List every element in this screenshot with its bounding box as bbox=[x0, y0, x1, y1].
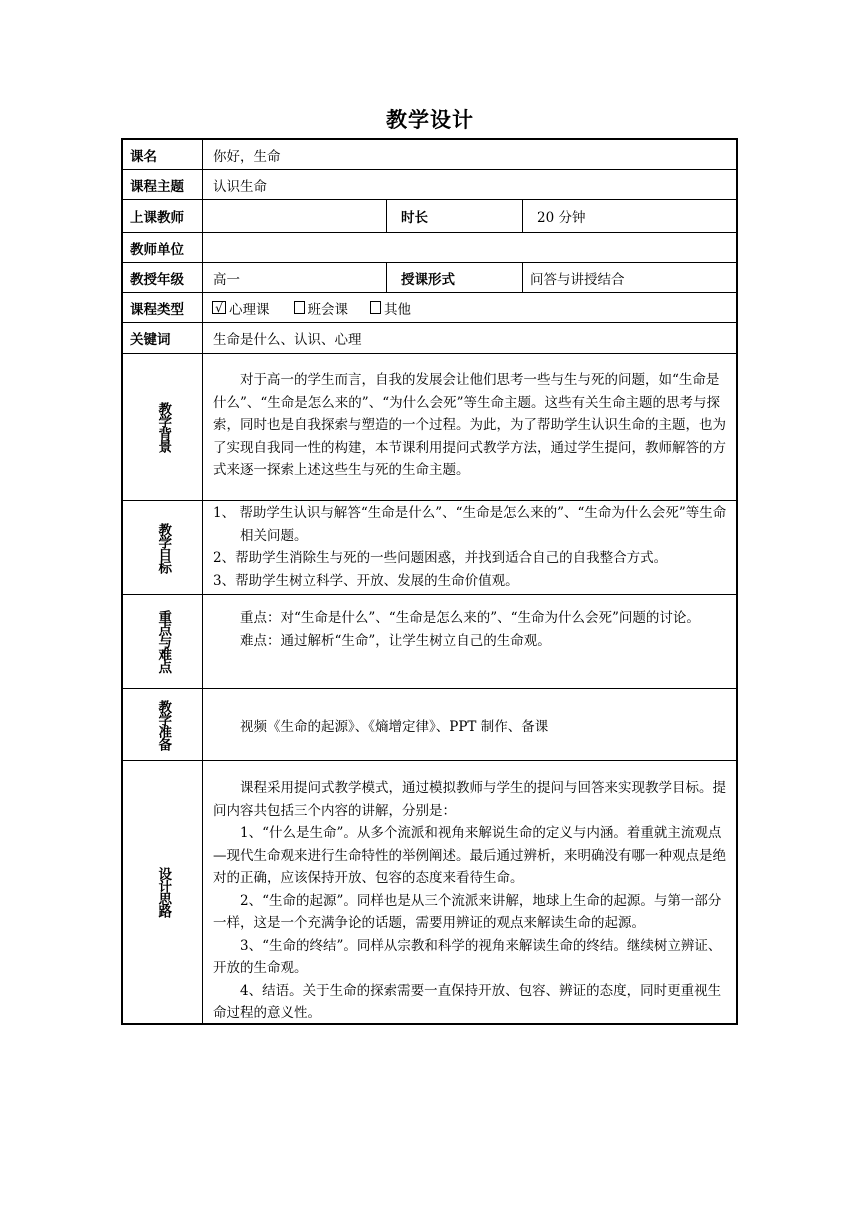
value-keywords: 生命是什么、认识、心理 bbox=[213, 332, 362, 348]
checkbox-empty-icon[interactable] bbox=[294, 301, 305, 314]
row-course-type bbox=[123, 293, 736, 323]
label-key-points: 重点与难点 bbox=[123, 595, 203, 688]
row-goals bbox=[123, 501, 736, 595]
page-title: 教学设计 bbox=[386, 108, 474, 132]
row-prep bbox=[123, 689, 736, 761]
option-label: 其他 bbox=[384, 301, 411, 318]
value-background: 对于高一的学生而言，自我的发展会让他们思考一些与生与死的问题，如“生命是什么”、“生命是怎么来的”、“为什么会死”等生命主题。这些有关生命主题的思考与探索，同时也是自我探索与塑造的一个过程。为此，为了帮助学生认识生命的主题，也为了实现自我同一性的构建，本节课利用提问式教学方法，通过学生提问，教师解答的方式来逐一探索上述这些生与死的生命主题。 bbox=[213, 372, 726, 478]
design-paragraph: 课程采用提问式教学模式，通过模拟教师与学生的提问与回答来实现教学目标。提问内容共包括三个内容的讲解，分别是： bbox=[213, 780, 726, 819]
label-keywords: 关键词 bbox=[123, 323, 203, 353]
row-keywords bbox=[123, 323, 736, 354]
label-course-theme: 课程主题 bbox=[123, 170, 203, 199]
design-paragraph: 1、“什么是生命”。从多个流派和视角来解说生命的定义与内涵。着重就主流观点—现代生命观来进行生命特性的举例阐述。最后通过辨析，来明确没有哪一种观点是绝对的正确，应该保持开放、包容的态度来看待生命。 bbox=[213, 825, 726, 886]
checkbox-checked-icon[interactable] bbox=[212, 301, 226, 314]
label-goals: 教学目标 bbox=[123, 501, 203, 594]
value-goals bbox=[203, 501, 736, 594]
row-course-name bbox=[123, 140, 736, 170]
goal-item: 3、帮助学生树立科学、开放、发展的生命价值观。 bbox=[213, 572, 519, 589]
row-course-theme bbox=[123, 170, 736, 200]
label-duration: 时长 bbox=[386, 200, 523, 232]
label-teacher: 上课教师 bbox=[123, 200, 203, 232]
value-duration: 20 分钟 bbox=[537, 210, 586, 226]
difficulty-text: 难点：通过解析“生命”，让学生树立自己的生命观。 bbox=[240, 632, 551, 649]
value-design bbox=[203, 761, 736, 1023]
row-unit bbox=[123, 233, 736, 263]
row-grade bbox=[123, 263, 736, 293]
value-key-points bbox=[203, 595, 736, 688]
goal-item: 2、帮助学生消除生与死的一些问题困惑，并找到适合自己的自我整合方式。 bbox=[213, 550, 668, 566]
key-point-text: 重点：对“生命是什么”、“生命是怎么来的”、“生命为什么会死”问题的讨论。 bbox=[240, 610, 700, 626]
option-class-meeting[interactable] bbox=[294, 298, 349, 318]
label-course-name: 课名 bbox=[123, 140, 203, 169]
label-design: 设计思路 bbox=[123, 761, 203, 1023]
option-label: 班会课 bbox=[307, 301, 348, 318]
label-course-type: 课程类型 bbox=[123, 293, 203, 322]
check-mark: √ bbox=[215, 300, 223, 315]
design-paragraph: 2、“生命的起源”。同样也是从三个流派来讲解，地球上生命的起源。与第一部分一样，这是一个充满争论的话题，需要用辨证的观点来解读生命的起源。 bbox=[213, 892, 722, 931]
goal-item: 1、 帮助学生认识与解答“生命是什么”、“生命是怎么来的”、“生命为什么会死”等生命相关问题。 bbox=[213, 505, 727, 544]
label-teaching-form: 授课形式 bbox=[386, 263, 523, 292]
option-other[interactable] bbox=[370, 298, 411, 318]
checkbox-empty-icon[interactable] bbox=[370, 301, 381, 314]
design-paragraph: 4、结语。关于生命的探索需要一直保持开放、包容、辨证的态度，同时更重视生命过程的意义性。 bbox=[213, 982, 722, 1021]
value-course-theme: 认识生命 bbox=[213, 178, 267, 195]
row-teacher bbox=[123, 200, 736, 233]
value-course-name: 你好，生命 bbox=[213, 148, 281, 165]
value-unit bbox=[203, 233, 213, 262]
value-prep: 视频《生命的起源》、《熵增定律》、PPT 制作、备课 bbox=[240, 718, 549, 735]
label-background: 教学背景 bbox=[123, 354, 203, 500]
row-background bbox=[123, 354, 736, 501]
value-grade: 高一 bbox=[213, 271, 240, 288]
design-paragraph: 3、“生命的终结”。同样从宗教和科学的视角来解读生命的终结。继续树立辨证、开放的生命观。 bbox=[213, 937, 722, 976]
row-key-points bbox=[123, 595, 736, 689]
label-prep: 教学准备 bbox=[123, 689, 203, 760]
value-teaching-form: 问答与讲授结合 bbox=[530, 271, 625, 288]
label-grade: 教授年级 bbox=[123, 263, 203, 292]
option-psychology-class[interactable] bbox=[212, 298, 270, 318]
row-design bbox=[123, 761, 736, 1023]
option-label: 心理课 bbox=[229, 301, 270, 318]
course-type-options bbox=[203, 293, 433, 322]
lesson-plan-table bbox=[121, 138, 738, 1025]
value-teacher bbox=[203, 200, 386, 232]
label-unit: 教师单位 bbox=[123, 233, 203, 262]
